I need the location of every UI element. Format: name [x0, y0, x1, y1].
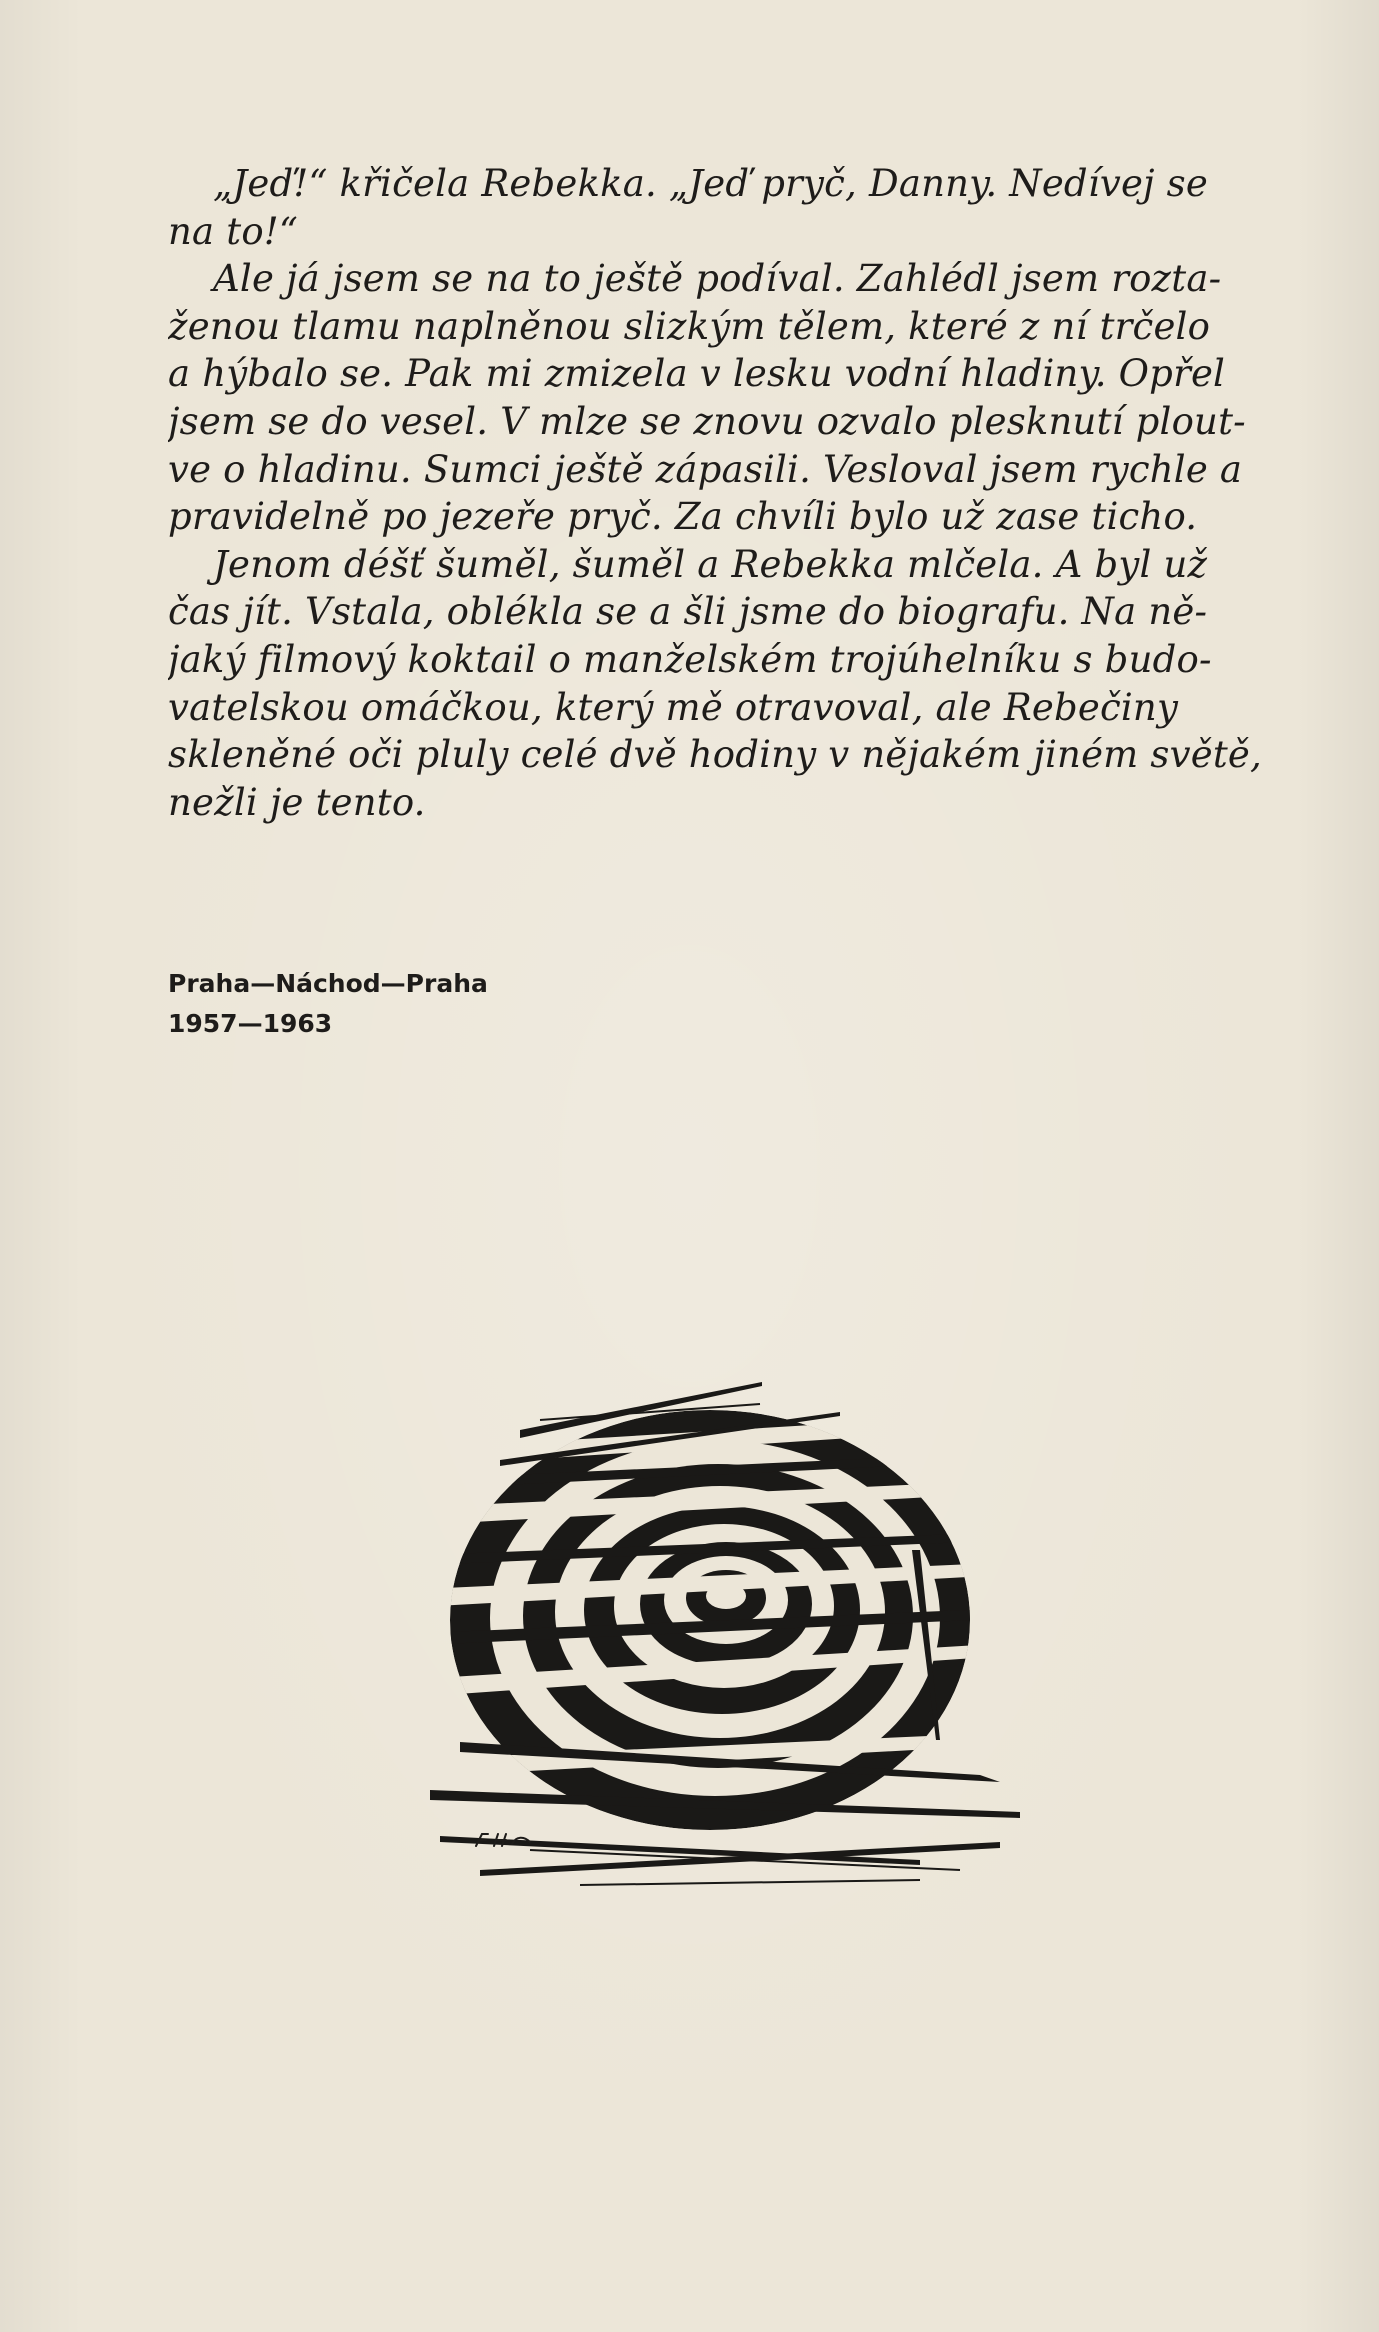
text-line: a hýbalo se. Pak mi zmizela v lesku vodní hladiny. Opřel: [168, 352, 1226, 396]
text-line: skleněné oči pluly celé dvě hodiny v nějakém jiném světě,: [168, 733, 1262, 777]
text-line: Jenom déšť šuměl, šuměl a Rebekka mlčela. A byl už: [213, 542, 1208, 586]
text-line: „Jeď!“ křičela Rebekka. „Jeď pryč, Danny. Nedívej se: [213, 162, 1208, 205]
paragraph-3: [168, 541, 1328, 827]
text-line: na to!“: [168, 209, 298, 253]
artist-signature: [472, 1828, 536, 1852]
paragraph-2: [168, 255, 1328, 541]
text-line: jaký filmový koktail o manželském trojúhelníku s budo-: [168, 637, 1212, 681]
text-line: ve o hladinu. Sumci ještě zápasili. Vesloval jsem rychle a: [168, 447, 1243, 491]
text-line: jsem se do vesel. V mlze se znovu ozvalo plesknutí plout-: [168, 399, 1246, 443]
paragraph-1: [168, 160, 1328, 255]
signoff-places: Praha—Náchod—Praha: [168, 969, 488, 998]
prose-text: [168, 160, 1328, 826]
abstract-illustration: [400, 1380, 1060, 1900]
text-line: ženou tlamu naplněnou slizkým tělem, které z ní trčelo: [168, 304, 1211, 348]
text-line: čas jít. Vstala, oblékla se a šli jsme do biografu. Na ně-: [168, 590, 1208, 634]
text-line: nežli je tento.: [168, 780, 426, 824]
text-line: pravidelně po jezeře pryč. Za chvíli bylo už zase ticho.: [168, 495, 1198, 539]
signoff: [168, 964, 488, 1044]
text-line: Ale já jsem se na to ještě podíval. Zahlédl jsem rozta-: [213, 257, 1222, 301]
text-line: vatelskou omáčkou, který mě otravoval, ale Rebečiny: [168, 685, 1179, 729]
signoff-years: 1957—1963: [168, 1009, 333, 1038]
